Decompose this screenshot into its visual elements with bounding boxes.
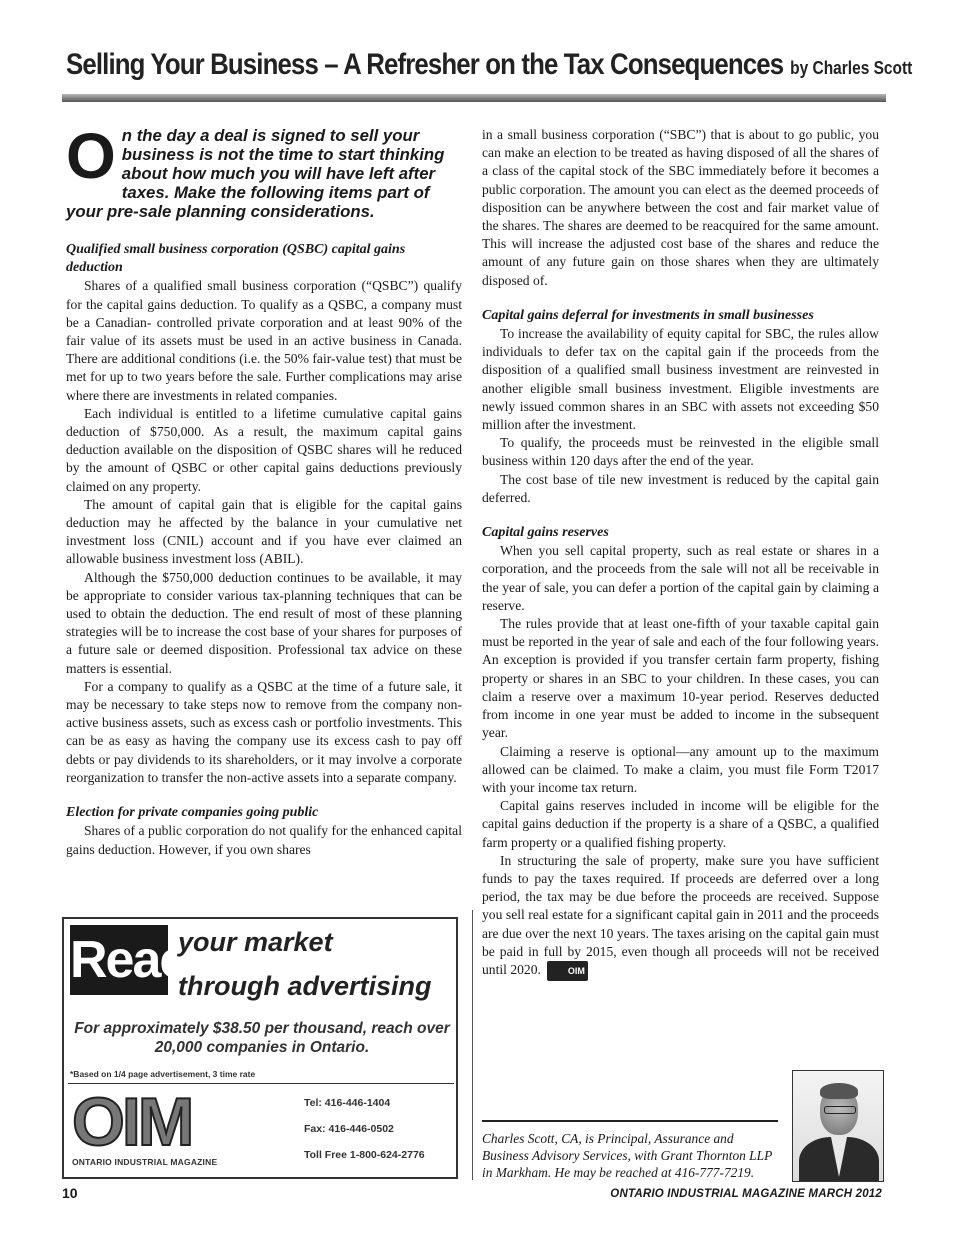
paragraph: Shares of a public corporation do not qualify for the enhanced capital gains deduction. However, if you own shares xyxy=(66,823,462,857)
section-heading-reserves: Capital gains reserves xyxy=(482,525,609,541)
ad-headline-1: your market xyxy=(178,927,333,957)
photo-hair xyxy=(820,1083,858,1099)
paragraph: To qualify, the proceeds must be reinvested in the eligible small business within 120 days after the end of the year. xyxy=(482,435,879,469)
paragraph: in a small business corporation (“SBC”) that is about to go public, you can make an election to be treated as having disposed of all the shares of a class of the capital stock of the SBC immediately before it becomes a public corporation. The amount you can elect as the deemed proceeds of disposition can be anywhere between the cost and fair market value of the shares. The shares are deemed to be reacquired for the same amount. This will increase the adjusted cost base of the shares and reduce the amount of any future gain on those shares when they are ultimately disposed of. xyxy=(482,127,879,288)
intro-text: n the day a deal is signed to sell your business is not the time to start thinking about how much you will have left after taxes. Make the following items part of your pre-sale planning considerations. xyxy=(66,126,445,221)
final-text: In structuring the sale of property, make sure you have sufficient funds to pay the taxes required. If proceeds are deferred over a long period, the tax may be due before the proceeds are received. Suppose you sell real estate for a significant capital gain in 2011 and the proceeds are due over the next 10 years. The taxes arising on the capital gain must be paid in full by 2015, even though all proceeds will not be received until 2020. xyxy=(482,852,879,978)
section-heading-election: Election for private companies going public xyxy=(66,805,319,821)
paragraph: Although the $750,000 deduction continues to be available, it may be appropriate to consider various tax-planning techniques that can be used to obtain the deduction. The end result of most of these planning strategies will be to increase the cost base of your shares for purposes of a future sale or deemed disposition. Professional tax advice on these matters is essential. xyxy=(66,569,462,676)
paragraph: To increase the availability of equity capital for SBC, the rules allow individuals to defer tax on the capital gain if the proceeds from the disposition of a qualified small business investment are reinvested in another eligible small business investment. Eligible investments are newly issued common shares in an SBC with assets not exceeding $50 million after the investment. xyxy=(482,326,879,433)
publication-footer: ONTARIO INDUSTRIAL MAGAZINE MARCH 2012 xyxy=(610,1188,882,1200)
author-bio: Charles Scott, CA, is Principal, Assurance and Business Advisory Services, with Grant Thornton LLP in Markham. He may be reached at 416-777-7219. xyxy=(482,1131,773,1180)
paragraph: The rules provide that at least one-fifth of your taxable capital gain must be reported in the year of sale and each of the four following years. An exception is provided if you transfer certain farm property, fishing property or shares in an SBC to your children. In these cases, you can claim a reserve over a maximum 10-year period. Reserves deducted from income in one year must be added to income in the subsequent year. xyxy=(482,616,879,741)
headline: Selling Your Business – A Refresher on the Tax Consequences xyxy=(66,48,784,81)
paragraph: Shares of a qualified small business corporation (“QSBC”) qualify for the capital gains deduction. To qualify as a QSBC, a company must be a Canadian- controlled private corporation and at least 90% of the fair value of its assets must be used in an active business in Canada. There are additional conditions (i.e. the 50% fair-value test) that must be met for up to two years before the sale. Further complications may arise where there are investments in related companies. xyxy=(66,278,462,403)
paragraph: For a company to qualify as a QSBC at the time of a future sale, it may be necessary to take steps now to remove from the company non-active business assets, such as excess cash or portfolio investments. This can be as easy as having the company use its excess cash to pay off debts or pay dividends to its shareholders, or it may involve a corporate reorganization to transfer the non-active assets into a separate company. xyxy=(66,678,462,785)
intro-paragraph xyxy=(66,120,462,221)
oim-logo-subtitle: ONTARIO INDUSTRIAL MAGAZINE xyxy=(72,1157,218,1167)
paragraph: Claiming a reserve is optional—any amount up to the maximum allowed can be claimed. To make a claim, you must file Form T2017 with your income tax return. xyxy=(482,743,879,795)
ad-headline-2: through advertising xyxy=(178,971,432,1001)
author-photo xyxy=(792,1070,884,1182)
column-divider xyxy=(472,910,473,1180)
advertisement[interactable] xyxy=(62,917,458,1179)
paragraph: Capital gains reserves included in income will be eligible for the capital gains deduction if the property is a share of a QSBC, a qualified farm property or a qualified fishing property. xyxy=(482,798,879,850)
ad-tollfree: Toll Free 1-800-624-2776 xyxy=(304,1149,425,1161)
byline: by Charles Scott xyxy=(790,58,913,78)
paragraph: The amount of capital gain that is eligible for the capital gains deduction may he affected by the balance in your cumulative net investment loss (CNIL) account and if you have ever claimed an allowable business investment loss (ABIL). xyxy=(66,496,462,567)
paragraph: Each individual is entitled to a lifetime cumulative capital gains deduction of $750,000. As a result, the maximum capital gains deduction available on the disposition of QSBC shares will he reduced by the amount of QSBC or other capital gains deductions previously claimed on any property. xyxy=(66,405,462,494)
article-title xyxy=(66,48,912,82)
ad-footnote: *Based on 1/4 page advertisement, 3 time rate xyxy=(70,1069,256,1079)
ad-reach-word: Reach xyxy=(70,925,168,995)
oim-logo: OIM xyxy=(72,1084,192,1160)
drop-cap: O xyxy=(66,120,116,192)
paragraph: The cost base of tile new investment is reduced by the capital gain deferred. xyxy=(482,471,879,505)
ad-offer: For approximately $38.50 per thousand, reach over 20,000 companies in Ontario. xyxy=(74,1020,450,1056)
left-column xyxy=(66,120,462,859)
page-number: 10 xyxy=(62,1185,78,1201)
glasses-icon xyxy=(824,1106,856,1114)
section-heading-deferral: Capital gains deferral for investments in small businesses xyxy=(482,307,814,323)
paragraph-final xyxy=(482,852,879,981)
author-rule xyxy=(482,1120,778,1122)
ad-fax: Fax: 416-446-0502 xyxy=(304,1123,394,1135)
paragraph: When you sell capital property, such as real estate or shares in a corporation, and the proceeds from the sale will not all be receivable in the year of sale, you can defer a portion of the capital gain by claiming a reserve. xyxy=(482,543,879,613)
end-mark-icon: OIM xyxy=(547,961,588,981)
ad-telephone: Tel: 416-446-1404 xyxy=(304,1097,391,1109)
section-heading-qsbc: Qualified small business corporation (QSBC) capital gains deduction xyxy=(66,242,406,276)
right-column xyxy=(482,126,879,981)
header-rule xyxy=(62,94,886,102)
